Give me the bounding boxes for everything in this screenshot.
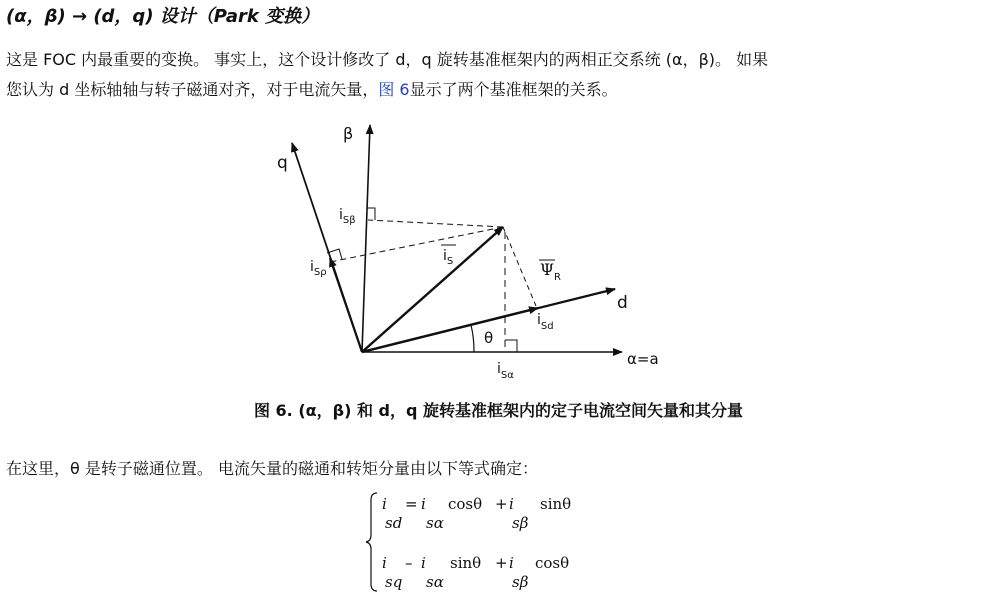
eq1-i3: i <box>509 495 514 513</box>
is-vector-label: $i_S$ <box>443 248 454 267</box>
beta-axis <box>362 125 370 352</box>
alpha-axis-label: α=a <box>627 350 659 368</box>
figure-6-link[interactable]: 图 6 <box>378 80 410 99</box>
eq1-sub-sbeta: sβ <box>512 514 529 532</box>
q-axis-label: q <box>277 153 288 173</box>
eq2-i3: i <box>509 554 514 572</box>
isalpha-label: $i_{S\alpha}$ <box>497 361 514 381</box>
eq1-sub-salpha: sα <box>426 514 444 532</box>
eq1-sub-sd: sd <box>385 514 403 532</box>
eq1-i2: i <box>421 495 426 513</box>
intro-line-2-end: 显示了两个基准框架的关系。 <box>409 80 618 99</box>
projection-to-d <box>503 227 536 306</box>
eq2-minus: – <box>405 554 413 572</box>
eq1-plus: + <box>495 495 508 513</box>
eq2-sin: sinθ <box>450 554 482 572</box>
right-angle-alpha <box>505 340 517 352</box>
intro-line-2-start: 您认为 d 坐标轴轴与转子磁通对齐，对于电流矢量， <box>6 80 379 99</box>
eq2-sub-sq: sq <box>385 573 403 591</box>
eq2-i: i <box>382 554 387 572</box>
isrho-label: $i_{S\rho}$ <box>310 259 327 278</box>
eq1-i: i <box>382 495 387 513</box>
eq2-sub-salpha: sα <box>426 573 444 591</box>
psi-r-label: $\Psi_R$ <box>540 260 561 283</box>
eq2-cos: cosθ <box>535 554 570 572</box>
intro-line-1: 这是 FOC 内最重要的变换。 事实上，这个设计修改了 d，q 旋转基准框架内的两相正交系统 (α，β)。 如果 <box>6 50 769 69</box>
eq2-i2: i <box>421 554 426 572</box>
eq1-equals: = <box>405 495 418 513</box>
theta-label: θ <box>484 329 494 347</box>
eq1-sin: sinθ <box>540 495 572 513</box>
isd-label: $i_{Sd}$ <box>537 312 554 332</box>
figure-caption: 图 6. (α，β) 和 d，q 旋转基准框架内的定子电流空间矢量和其分量 <box>253 401 744 420</box>
right-angle-beta <box>367 208 375 220</box>
projection-to-beta <box>368 220 503 227</box>
theta-arc <box>471 325 474 352</box>
isbeta-label: $i_{S\beta}$ <box>339 207 356 226</box>
section-heading: (α，β) → (d，q) 设计（Park 变换） <box>6 6 320 27</box>
theta-explanation: 在这里，θ 是转子磁通位置。 电流矢量的磁通和转矩分量由以下等式确定： <box>6 459 538 478</box>
d-axis-label: d <box>617 293 628 313</box>
projection-to-q <box>330 227 503 262</box>
beta-axis-label: β <box>343 124 354 143</box>
eq2-sub-sbeta: sβ <box>512 573 529 591</box>
isrho-component <box>330 258 362 352</box>
eq1-cos: cosθ <box>448 495 483 513</box>
eq2-plus: + <box>495 554 508 572</box>
